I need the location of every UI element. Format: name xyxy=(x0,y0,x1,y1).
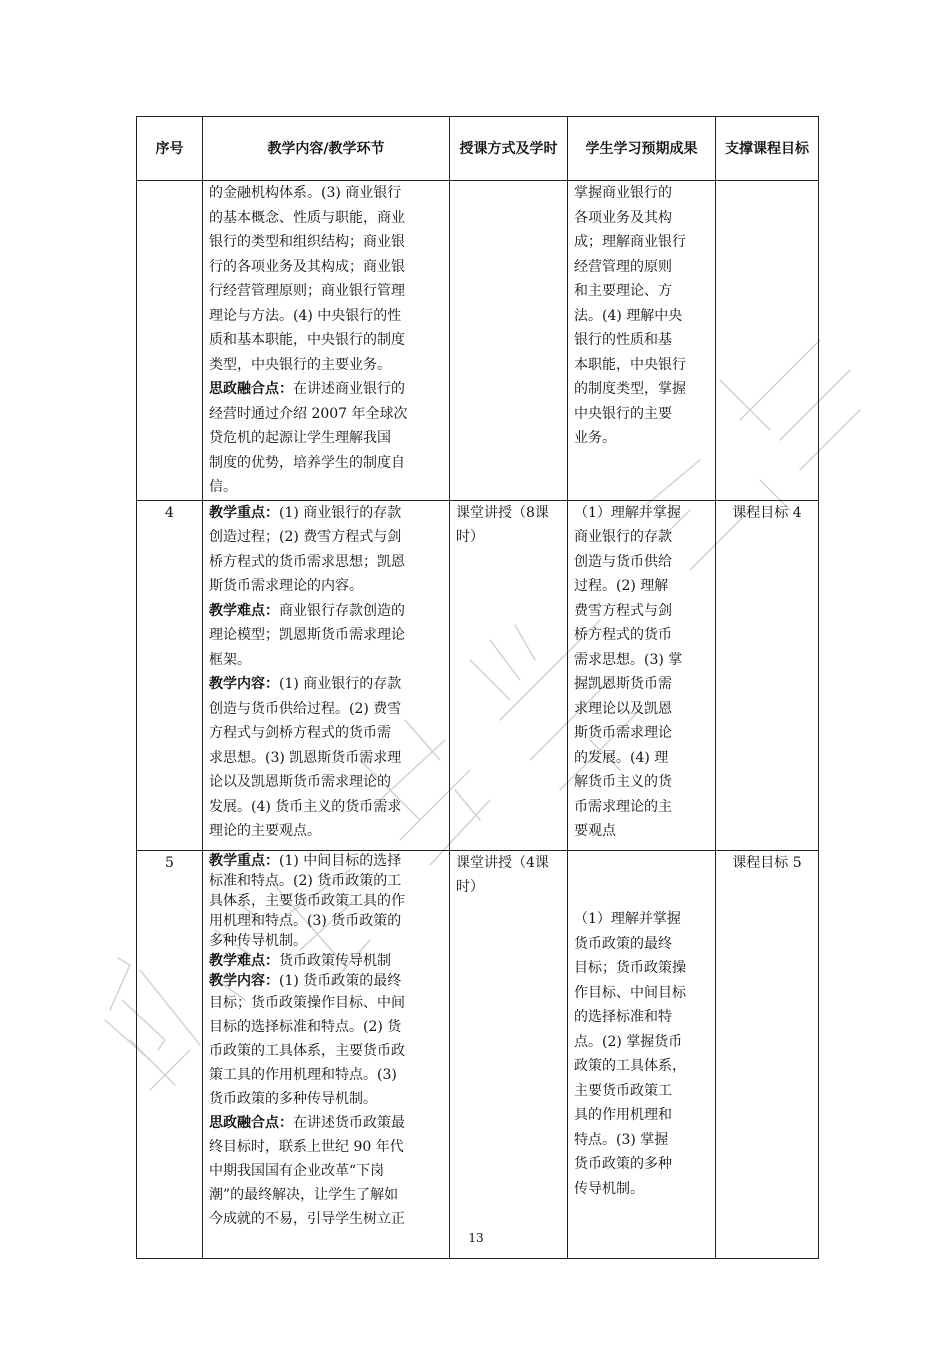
szrh-label: 思政融合点： xyxy=(209,1114,293,1131)
row-method-cell: 课堂讲授（8课时） xyxy=(450,500,568,850)
text-line: 终目标时，联系上世纪 90 年代 xyxy=(209,1138,404,1155)
text-line: 货币政策的多种传导机制。 xyxy=(209,1090,377,1107)
row-goal-cell: 课程目标 4 xyxy=(716,500,819,850)
text-line: 中期我国国有企业改革“下岗 xyxy=(209,1162,385,1179)
row-outcome-cell xyxy=(568,850,716,1258)
text-line: 目标的选择标准和特点。(2) 货 xyxy=(209,1018,402,1035)
text-line: 货币政策的多种 xyxy=(574,1156,672,1172)
text-line: （1）理解并掌握 xyxy=(574,504,681,521)
text-line: 成；理解商业银行 xyxy=(574,234,686,250)
row-goal-cell: 课程目标 5 xyxy=(716,850,819,1258)
text-line: 币需求理论的主 xyxy=(574,798,672,815)
text-line: 用机理和特点。(3) 货币政策的 xyxy=(209,912,402,929)
text-line: 主要货币政策工 xyxy=(574,1082,672,1099)
text-line: 理论的主要观点。 xyxy=(209,823,321,839)
text-line: 潮”的最终解决，让学生了解如 xyxy=(209,1186,399,1203)
header-goal: 支撑课程目标 xyxy=(716,117,819,181)
text-line: 今成就的不易，引导学生树立正 xyxy=(209,1210,405,1227)
text-line: 质和基本职能，中央银行的制度 xyxy=(209,332,405,348)
text-line: 框架。 xyxy=(209,651,251,668)
content-label: 教学内容： xyxy=(209,676,279,692)
table-row xyxy=(137,181,819,501)
text-line: 的选择标准和特 xyxy=(574,1009,672,1025)
text-line: 费雪方程式与剑 xyxy=(574,602,672,619)
text-line: 行经营管理原则；商业银行管理 xyxy=(209,283,405,299)
text-line: 具的作用机理和 xyxy=(574,1107,672,1123)
text-line: 本职能，中央银行 xyxy=(574,356,686,373)
szrh-text: 在讲述货币政策最 xyxy=(293,1114,405,1131)
key-point-label: 教学重点： xyxy=(209,852,279,869)
text-line: 理论模型；凯恩斯货币需求理论 xyxy=(209,627,405,643)
text-line: 行的各项业务及其构成；商业银 xyxy=(209,258,405,275)
text-line: 具体系，主要货币政策工具的作 xyxy=(209,892,405,909)
text-line: 解货币主义的货 xyxy=(574,774,672,790)
text-line xyxy=(209,1111,443,1135)
text-line: 过程。(2) 理解 xyxy=(574,578,669,594)
text-line: 特点。(3) 掌握 xyxy=(574,1131,669,1148)
text-line: 方程式与剑桥方程式的货币需 xyxy=(209,725,391,741)
row-method-cell xyxy=(450,181,568,501)
table-header-row xyxy=(137,117,819,181)
text-line: 桥方程式的货币 xyxy=(574,627,672,643)
text-line: 策工具的作用机理和特点。(3) xyxy=(209,1066,397,1083)
text-line: 和主要理论、方 xyxy=(574,283,672,299)
header-content: 教学内容/教学环节 xyxy=(203,117,450,181)
text-line: 握凯恩斯货币需 xyxy=(574,676,672,692)
szrh-text: 在讲述商业银行的 xyxy=(293,381,405,397)
page-number: 13 xyxy=(468,1231,484,1245)
key-point-text: (1) 中间目标的选择 xyxy=(279,852,402,869)
text-line: 标准和特点。(2) 货币政策的工 xyxy=(209,872,402,889)
text-line: 币政策的工具体系，主要货币政 xyxy=(209,1042,405,1059)
text-line: 点。(2) 掌握货币 xyxy=(574,1033,683,1050)
header-method: 授课方式及学时 xyxy=(450,117,568,181)
text-line: 的金融机构体系。(3) 商业银行 xyxy=(209,185,402,201)
text-line: 求思想。(3) 凯恩斯货币需求理 xyxy=(209,749,402,766)
text-line: 的制度类型，掌握 xyxy=(574,381,686,397)
text-line: 桥方程式的货币需求思想；凯恩 xyxy=(209,553,405,570)
text-line: 的基本概念、性质与职能，商业 xyxy=(209,209,405,226)
row-outcome-cell xyxy=(568,500,716,850)
row-num-cell: 5 xyxy=(137,850,203,1258)
difficulty-label: 教学难点： xyxy=(209,602,279,619)
content-text: (1) 货币政策的最终 xyxy=(279,972,402,989)
text-line xyxy=(209,851,443,871)
text-line: 创造过程；(2) 费雪方程式与剑 xyxy=(209,529,402,545)
text-line: 创造与货币供给过程。(2) 费雪 xyxy=(209,700,402,717)
text-line: 求理论以及凯恩 xyxy=(574,700,672,717)
row-content-cell xyxy=(203,181,450,501)
text-line: 发展。(4) 货币主义的货币需求 xyxy=(209,798,402,815)
text-line: 创造与货币供给 xyxy=(574,553,672,570)
text-line: 中央银行的主要 xyxy=(574,405,672,422)
text-line: 业务。 xyxy=(574,430,616,446)
text-line: 银行的性质和基 xyxy=(574,332,672,348)
text-line: 的发展。(4) 理 xyxy=(574,749,669,766)
difficulty-label: 教学难点： xyxy=(209,952,279,969)
text-line: 目标；货币政策操 xyxy=(574,960,686,976)
row-content-cell xyxy=(203,850,450,1258)
table-row xyxy=(137,850,819,1258)
text-line: 商业银行的存款 xyxy=(574,529,672,545)
text-line: （1）理解并掌握 xyxy=(574,911,681,927)
difficulty-text: 商业银行存款创造的 xyxy=(279,602,405,619)
text-line xyxy=(209,951,443,971)
text-line xyxy=(209,599,443,624)
table-row xyxy=(137,500,819,850)
text-line xyxy=(209,501,443,526)
text-line: 制度的优势，培养学生的制度自 xyxy=(209,454,405,471)
row-num-cell xyxy=(137,181,203,501)
text-line xyxy=(209,672,443,697)
key-point-text: (1) 商业银行的存款 xyxy=(279,504,402,521)
szrh-label: 思政融合点： xyxy=(209,381,293,397)
text-line: 信。 xyxy=(209,479,237,495)
text-line: 传导机制。 xyxy=(574,1180,644,1197)
header-outcome: 学生学习预期成果 xyxy=(568,117,716,181)
row-method-cell: 课堂讲授（4课时） xyxy=(450,850,568,1258)
text-line: 理论与方法。(4) 中央银行的性 xyxy=(209,307,402,324)
text-line xyxy=(209,971,443,991)
course-schedule-table xyxy=(136,116,819,1259)
text-line: 类型，中央银行的主要业务。 xyxy=(209,356,391,373)
text-line: 斯货币需求理论 xyxy=(574,725,672,741)
text-line: 要观点 xyxy=(574,823,616,839)
content-label: 教学内容： xyxy=(209,972,279,989)
row-num-cell: 4 xyxy=(137,500,203,850)
text-line: 货币政策的最终 xyxy=(574,935,672,952)
text-line: 法。(4) 理解中央 xyxy=(574,307,683,324)
text-line: 作目标、中间目标 xyxy=(574,984,686,1001)
text-line: 各项业务及其构 xyxy=(574,209,672,226)
text-line: 需求思想。(3) 掌 xyxy=(574,651,683,668)
text-line: 经营管理的原则 xyxy=(574,258,672,275)
text-line: 贷危机的起源让学生理解我国 xyxy=(209,430,391,446)
row-outcome-cell xyxy=(568,181,716,501)
row-content-cell xyxy=(203,500,450,850)
content-text: (1) 商业银行的存款 xyxy=(279,676,402,692)
text-line: 经营时通过介绍 2007 年全球次 xyxy=(209,405,408,422)
row-goal-cell xyxy=(716,181,819,501)
text-line: 掌握商业银行的 xyxy=(574,185,672,201)
key-point-label: 教学重点： xyxy=(209,504,279,521)
text-line: 斯货币需求理论的内容。 xyxy=(209,578,363,594)
text-line: 目标；货币政策操作目标、中间 xyxy=(209,994,405,1011)
text-line: 多种传导机制。 xyxy=(209,932,307,949)
header-num: 序号 xyxy=(137,117,203,181)
text-line: 论以及凯恩斯货币需求理论的 xyxy=(209,774,391,790)
text-line: 银行的类型和组织结构；商业银 xyxy=(209,234,405,250)
difficulty-text: 货币政策传导机制 xyxy=(279,952,391,969)
text-line xyxy=(209,377,443,402)
text-line: 政策的工具体系， xyxy=(574,1058,686,1074)
